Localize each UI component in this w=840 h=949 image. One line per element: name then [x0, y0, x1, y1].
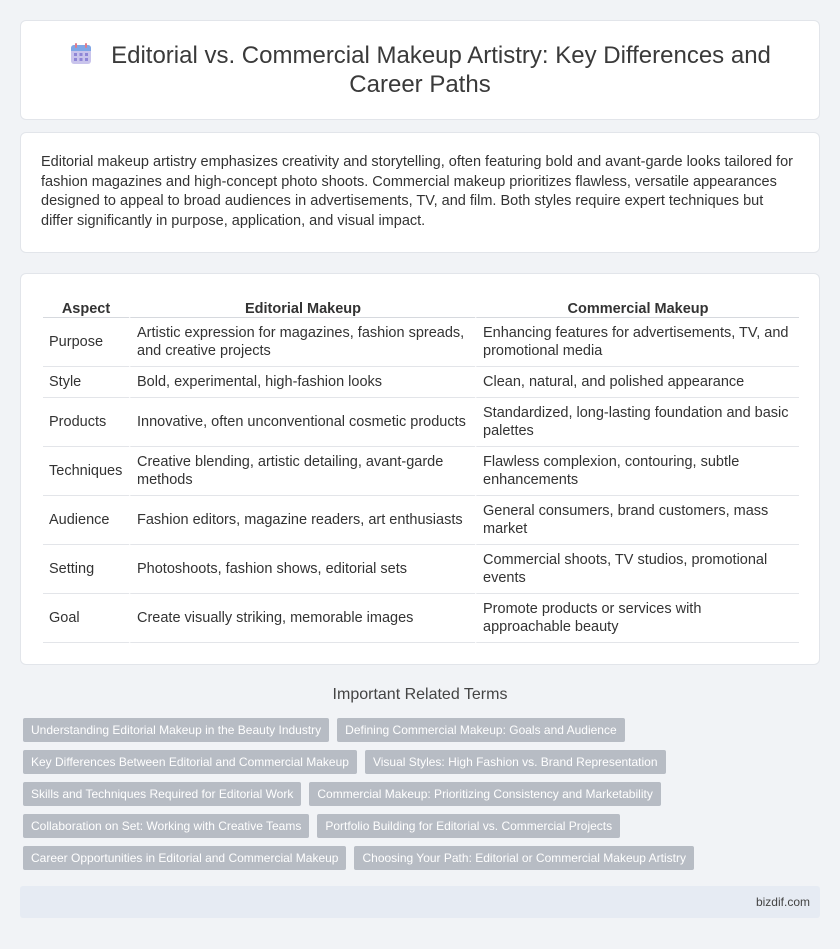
- comparison-card: [20, 273, 820, 665]
- title-card: [20, 20, 820, 120]
- row-commercial: Commercial shoots, TV studios, promotional events: [475, 545, 799, 594]
- related-term-tag[interactable]: Skills and Techniques Required for Editorial Work: [23, 782, 301, 806]
- table-row: [43, 398, 799, 447]
- related-term-tag[interactable]: Defining Commercial Makeup: Goals and Audience: [337, 718, 624, 742]
- row-commercial: Promote products or services with approachable beauty: [475, 594, 799, 643]
- related-term-tag[interactable]: Choosing Your Path: Editorial or Commercial Makeup Artistry: [354, 846, 693, 870]
- row-commercial: Enhancing features for advertisements, TV, and promotional media: [475, 318, 799, 367]
- header-commercial: Commercial Makeup: [475, 292, 799, 318]
- row-commercial: Flawless complexion, contouring, subtle enhancements: [475, 447, 799, 496]
- comparison-table: [43, 292, 799, 643]
- table-row: [43, 496, 799, 545]
- calendar-icon: [69, 42, 93, 66]
- related-term-tag[interactable]: Key Differences Between Editorial and Commercial Makeup: [23, 750, 357, 774]
- header-aspect: Aspect: [43, 292, 129, 318]
- row-editorial: Bold, experimental, high-fashion looks: [129, 367, 475, 398]
- row-commercial: Standardized, long-lasting foundation and basic palettes: [475, 398, 799, 447]
- table-row: [43, 318, 799, 367]
- row-editorial: Fashion editors, magazine readers, art enthusiasts: [129, 496, 475, 545]
- page-title-text: Editorial vs. Commercial Makeup Artistry: Key Differences and Career Paths: [111, 42, 771, 98]
- row-aspect: Audience: [43, 496, 129, 545]
- page-title: [61, 41, 779, 99]
- row-aspect: Techniques: [43, 447, 129, 496]
- table-row: [43, 367, 799, 398]
- row-aspect: Products: [43, 398, 129, 447]
- related-term-tag[interactable]: Commercial Makeup: Prioritizing Consistency and Marketability: [309, 782, 660, 806]
- footer: [20, 886, 820, 918]
- row-editorial: Creative blending, artistic detailing, avant-garde methods: [129, 447, 475, 496]
- related-term-tag[interactable]: Understanding Editorial Makeup in the Beauty Industry: [23, 718, 329, 742]
- related-terms-list: [23, 718, 803, 878]
- row-aspect: Purpose: [43, 318, 129, 367]
- row-aspect: Goal: [43, 594, 129, 643]
- row-aspect: Style: [43, 367, 129, 398]
- table-row: [43, 545, 799, 594]
- intro-card: [20, 132, 820, 253]
- row-editorial: Photoshoots, fashion shows, editorial sets: [129, 545, 475, 594]
- table-row: [43, 447, 799, 496]
- table-header-row: [43, 292, 799, 318]
- related-terms-heading: Important Related Terms: [332, 686, 508, 703]
- footer-brand-link[interactable]: bizdif.com: [755, 895, 810, 909]
- header-editorial: Editorial Makeup: [129, 292, 475, 318]
- row-editorial: Create visually striking, memorable images: [129, 594, 475, 643]
- row-editorial: Artistic expression for magazines, fashion spreads, and creative projects: [129, 318, 475, 367]
- table-row: [43, 594, 799, 643]
- row-commercial: General consumers, brand customers, mass market: [475, 496, 799, 545]
- row-aspect: Setting: [43, 545, 129, 594]
- related-term-tag[interactable]: Portfolio Building for Editorial vs. Commercial Projects: [317, 814, 620, 838]
- intro-paragraph: Editorial makeup artistry emphasizes creativity and storytelling, often featuring bold and avant-garde looks tailored for fashion magazines and high-concept photo shoots. Commercial makeup prioritizes flawless, versatile appearances designed to appeal to broad audiences in advertisements, TV, and film. Both styles require expert techniques but differ significantly in purpose, application, and visual impact.: [41, 154, 793, 229]
- related-term-tag[interactable]: Collaboration on Set: Working with Creative Teams: [23, 814, 309, 838]
- related-term-tag[interactable]: Visual Styles: High Fashion vs. Brand Representation: [365, 750, 666, 774]
- row-editorial: Innovative, often unconventional cosmetic products: [129, 398, 475, 447]
- related-term-tag[interactable]: Career Opportunities in Editorial and Commercial Makeup: [23, 846, 346, 870]
- row-commercial: Clean, natural, and polished appearance: [475, 367, 799, 398]
